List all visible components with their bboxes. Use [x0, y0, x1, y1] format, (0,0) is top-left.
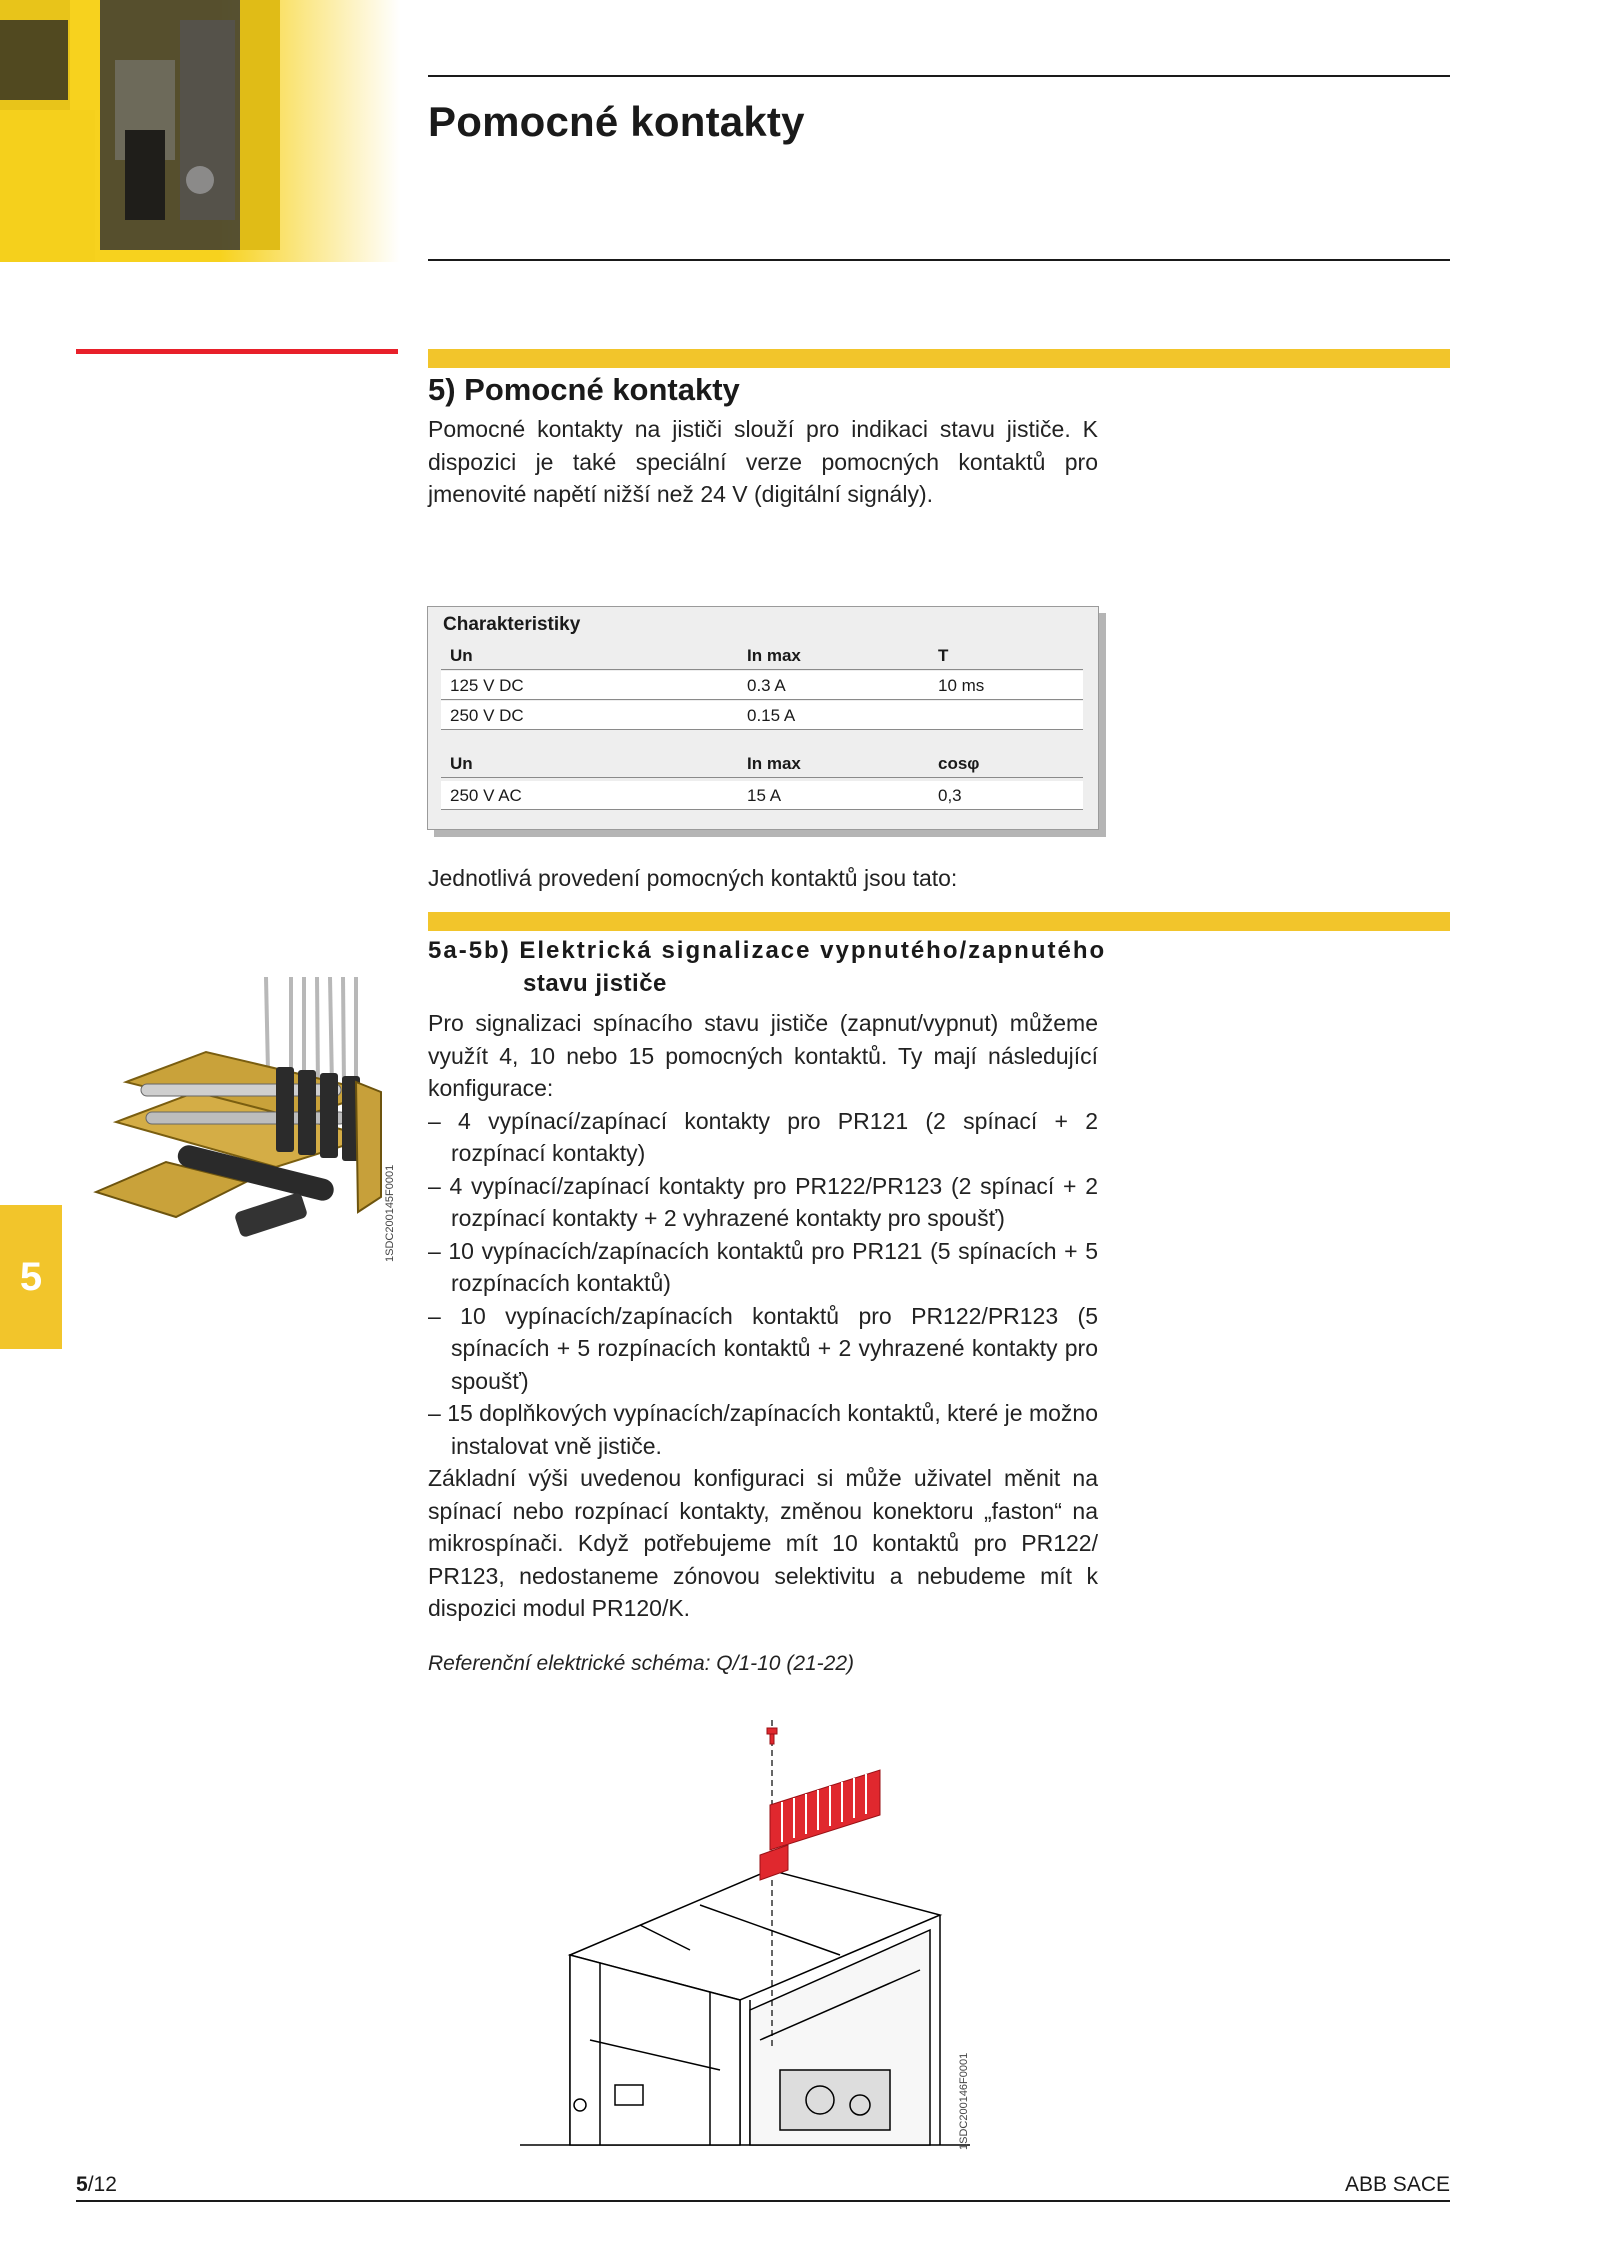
characteristics-table: [427, 606, 1099, 830]
table-row: [441, 701, 1083, 730]
subsection-title-line2: stavu jističe: [523, 970, 667, 997]
header-bottom-rule: [428, 259, 1450, 261]
list-item: – 4 vypínací/zapínací kontakty pro PR122/PR123 (2 spínací + 2 rozpínací kontakty + 2 vyhrazené kontakty pro spoušť): [428, 1172, 1098, 1231]
footer-rule: [76, 2200, 1450, 2202]
header-cell: Un: [450, 646, 473, 665]
page-title: Pomocné kontakty: [428, 98, 805, 145]
table-title: Charakteristiky: [443, 614, 581, 635]
page-number-chapter: 5: [76, 2173, 88, 2196]
header-photo: [0, 0, 400, 262]
header-cell: In max: [747, 754, 801, 773]
page-number-rest: /12: [87, 2173, 117, 2196]
header-cell: Un: [450, 754, 473, 773]
header-cell: T: [938, 646, 949, 665]
header-top-rule: [428, 75, 1450, 77]
body-paragraph: Základní výši uvedenou konfiguraci si může uživatel měnit na spínací nebo rozpínací kontakty, změnou konektoru „faston“ na mikrospínači. Když potřebujeme mít 10 kontaktů pro PR122/ PR123, nedostaneme zónovou selektivitu a nebudeme mít k dispozici modul PR120/K.: [428, 1465, 1098, 1621]
table-row: [441, 671, 1083, 700]
table-header-ac: [441, 749, 1083, 778]
figure-code: 1SDC200146F0001: [958, 2052, 970, 2150]
table-cell: 125 V DC: [450, 676, 524, 695]
section-title: 5) Pomocné kontakty: [428, 372, 740, 407]
subsection-body: [428, 1007, 1098, 1625]
chapter-tab: 5: [0, 1205, 62, 1349]
auxiliary-contacts-image: [86, 972, 386, 1272]
table-cell: 250 V DC: [450, 706, 524, 725]
table-cell: 10 ms: [938, 676, 985, 695]
list-item: – 4 vypínací/zapínací kontakty pro PR121 (2 spínací + 2 rozpínací kontakty): [428, 1107, 1098, 1166]
variants-intro: Jednotlivá provedení pomocných kontaktů jsou tato:: [428, 865, 958, 891]
page-number: [76, 2173, 117, 2197]
breaker-installation-diagram: [520, 1710, 970, 2150]
header-cell: cosφ: [938, 754, 980, 773]
section-intro: Pomocné kontakty na jističi slouží pro indikaci stavu jističe. K dispozici je také speciální verze pomocných kontaktů pro jmenovité napětí nižší než 24 V (digitální signály).: [428, 416, 1098, 507]
table-cell: 0.15 A: [747, 706, 796, 725]
table-cell: 0,3: [938, 786, 962, 805]
list-item: – 10 vypínacích/zapínacích kontaktů pro PR121 (5 spínacích + 5 rozpínacích kontaktů): [428, 1237, 1098, 1296]
list-item: – 15 doplňkových vypínacích/zapínacích kontaktů, které je možno instalovat vně jističe.: [428, 1400, 1098, 1459]
subsection-title-line1: 5a-5b) Elektrická signalizace vypnutého/zapnutého: [428, 937, 1107, 964]
body-paragraph: Pro signalizaci spínacího stavu jističe (zapnut/vypnut) můžeme využít 4, 10 nebo 15 pomocných kontaktů. Ty mají následující konfigurace:: [428, 1010, 1098, 1101]
section-yellow-bar: [428, 349, 1450, 368]
header-cell: In max: [747, 646, 801, 665]
table-cell: 0.3 A: [747, 676, 786, 695]
table-cell: 250 V AC: [450, 786, 522, 805]
subsection-yellow-bar: [428, 912, 1450, 931]
list-item: – 10 vypínacích/zapínacích kontaktů pro PR122/PR123 (5 spínacích + 5 rozpínacích kontaktů + 2 vyhrazené kontakty pro spoušť): [428, 1302, 1098, 1394]
table-header-dc: [441, 641, 1083, 670]
table-row: [441, 781, 1083, 810]
table-cell: 15 A: [747, 786, 782, 805]
red-accent-bar: [76, 349, 398, 354]
subsection-title: [428, 934, 1108, 1000]
figure-code: 1SDC200145F0001: [384, 1164, 396, 1262]
brand-label: ABB SACE: [1344, 2173, 1450, 2196]
reference-schema: Referenční elektrické schéma: Q/1-10 (21-22): [428, 1652, 855, 1675]
